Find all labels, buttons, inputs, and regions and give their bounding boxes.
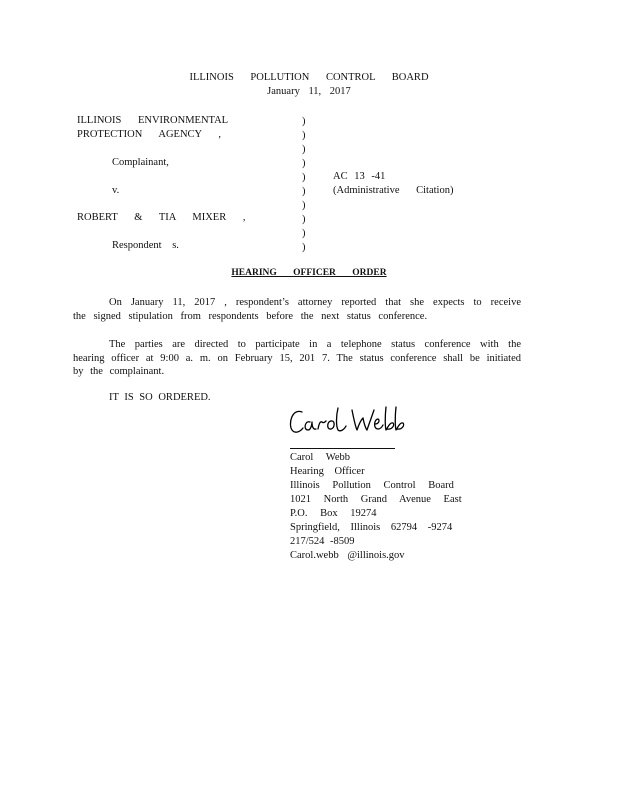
case-number: AC 13 -41 (333, 171, 386, 182)
order-title: HEARING OFFICER ORDER (231, 268, 387, 278)
signature-line (290, 448, 395, 449)
signer-title: Hearing Officer (290, 466, 365, 477)
signer-po-box: P.O. Box 19274 (290, 508, 377, 519)
closing-statement: IT IS SO ORDERED. (109, 392, 211, 403)
respondent-label: Respondent s. (112, 240, 179, 251)
signature-block (290, 451, 462, 563)
complainant-label: Complainant, (112, 157, 169, 168)
signer-street-address: 1021 North Grand Avenue East (290, 494, 462, 505)
order-paragraph-1: On January 11, 2017 , respondent’s attorney reported that she expects to receive the signed stipulation from respondents before the next status conference. (73, 297, 521, 322)
order-date: January 11, 2017 (267, 86, 351, 97)
signer-name: Carol Webb (290, 452, 350, 463)
order-paragraph-2: The parties are directed to participate in a telephone status conference with the hearing officer at 9:00 a. m. on February 15, 201 7. The status conference shall be initiated by the complainant. (73, 339, 521, 377)
handwritten-signature (286, 402, 416, 446)
complainant-name-line1: ILLINOIS ENVIRONMENTAL (77, 115, 229, 126)
signer-organization: Illinois Pollution Control Board (290, 480, 454, 491)
signer-email: Carol.webb @illinois.gov (290, 550, 405, 561)
signer-city-state-zip: Springfield, Illinois 62794 -9274 (290, 522, 453, 533)
versus-label: v. (112, 185, 120, 196)
signer-phone: 217/524 -8509 (290, 536, 355, 547)
respondent-name: ROBERT & TIA MIXER , (77, 212, 246, 223)
complainant-name-line2: PROTECTION AGENCY , (77, 129, 221, 140)
case-type: (Administrative Citation) (333, 185, 454, 196)
board-name: ILLINOIS POLLUTION CONTROL BOARD (189, 72, 429, 83)
caption-parentheses: ) ) ) ) ) ) ) ) ) ) (302, 116, 306, 253)
